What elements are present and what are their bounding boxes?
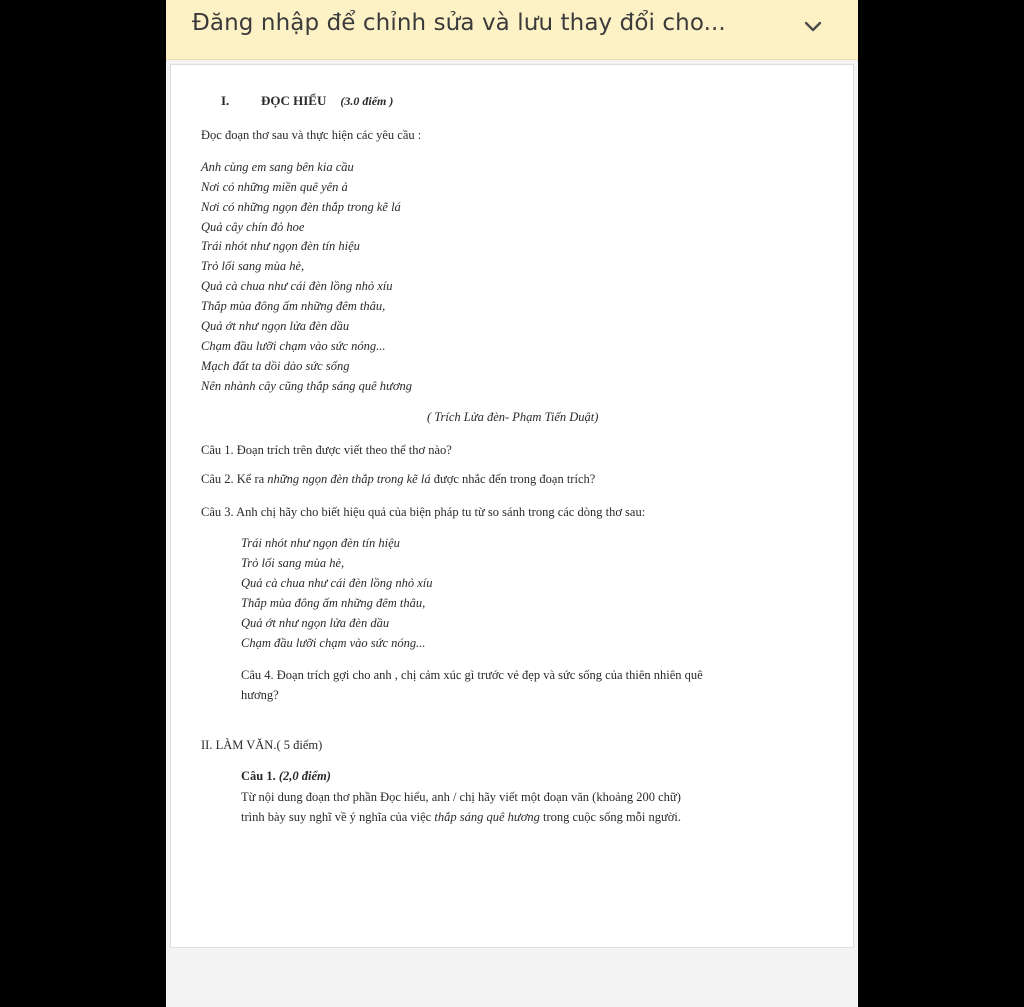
poem-line: Nơi có những ngọn đèn thắp trong kẽ lá [201,200,401,214]
login-banner[interactable] [166,0,858,60]
essay-question-heading [241,768,331,784]
document-page [170,64,854,948]
poem-line: Anh cùng em sang bên kia cầu [201,160,354,174]
section-1-score: (3.0 điểm ) [340,94,394,108]
essay-line-2-prefix: trình bày suy nghĩ về ý nghĩa của việc [241,810,435,824]
poem-line: Mạch đất ta dồi dào sức sống [201,359,350,373]
question-3: Câu 3. Anh chị hãy cho biết hiệu quả của biện pháp tu từ so sánh trong các dòng thơ sau: [201,505,646,519]
essay-line-2 [241,809,681,825]
poem-line: Chạm đầu lưỡi chạm vào sức nóng... [201,339,386,353]
essay-label: Câu 1. [241,769,276,783]
section-1-title: ĐỌC HIỂU [261,93,327,108]
question-2-prefix: Câu 2. Kể ra [201,472,268,486]
q3-poem-line: Quả ớt như ngọn lửa đèn dầu [241,616,390,630]
question-4-line-1: Câu 4. Đoạn trích gợi cho anh , chị cảm xúc gì trước vẻ đẹp và sức sống của thiên nhiên quê [241,668,703,682]
question-2-suffix: được nhắc đến trong đoạn trích? [430,472,596,486]
essay-line-1: Từ nội dung đoạn thơ phần Đọc hiểu, anh / chị hãy viết một đoạn văn (khoảng 200 chữ) [241,790,681,804]
login-banner-text: Đăng nhập để chỉnh sửa và lưu thay đổi cho... [192,10,726,36]
essay-score: (2,0 điểm) [278,769,331,783]
poem-source: ( Trích Lửa đèn- Phạm Tiến Duật) [427,410,599,424]
question-2 [201,471,595,487]
poem-line: Nơi có những miền quê yên ả [201,180,348,194]
q3-poem-line: Chạm đầu lưỡi chạm vào sức nóng... [241,636,426,650]
section-1-heading [221,93,393,109]
phone-screen [166,0,858,1007]
section-1-number: I. [221,93,230,108]
poem-line: Trái nhót như ngọn đèn tín hiệu [201,239,360,253]
bottom-area [166,952,858,1007]
q3-poem-line: Quả cà chua như cái đèn lồng nhỏ xíu [241,576,433,590]
section-2-heading: II. LÀM VĂN.( 5 điểm) [201,738,323,752]
q3-poem-line: Trỏ lối sang mùa hè, [241,556,345,570]
essay-line-2-italic: thắp sáng quê hương [434,810,540,824]
poem-line: Nên nhành cây cũng thắp sáng quê hương [201,379,413,393]
poem-line: Quả cây chín đỏ hoe [201,220,305,234]
intro-text: Đọc đoạn thơ sau và thực hiện các yêu cầu : [201,128,422,142]
poem-line: Quả ớt như ngọn lửa đèn dầu [201,319,350,333]
poem-line: Trỏ lối sang mùa hè, [201,259,305,273]
poem-line: Thắp mùa đông ấm những đêm thâu, [201,299,386,313]
question-1: Câu 1. Đoạn trích trên được viết theo thể thơ nào? [201,443,452,457]
q3-poem-line: Thắp mùa đông ấm những đêm thâu, [241,596,426,610]
chevron-down-icon[interactable] [800,16,826,38]
poem-line: Quả cà chua như cái đèn lồng nhỏ xíu [201,279,393,293]
question-4-line-2: hương? [241,688,279,702]
q3-poem-line: Trái nhót như ngọn đèn tín hiệu [241,536,400,550]
essay-line-2-suffix: trong cuộc sống mỗi người. [539,810,682,824]
question-2-italic: những ngọn đèn thắp trong kẽ lá [267,472,431,486]
